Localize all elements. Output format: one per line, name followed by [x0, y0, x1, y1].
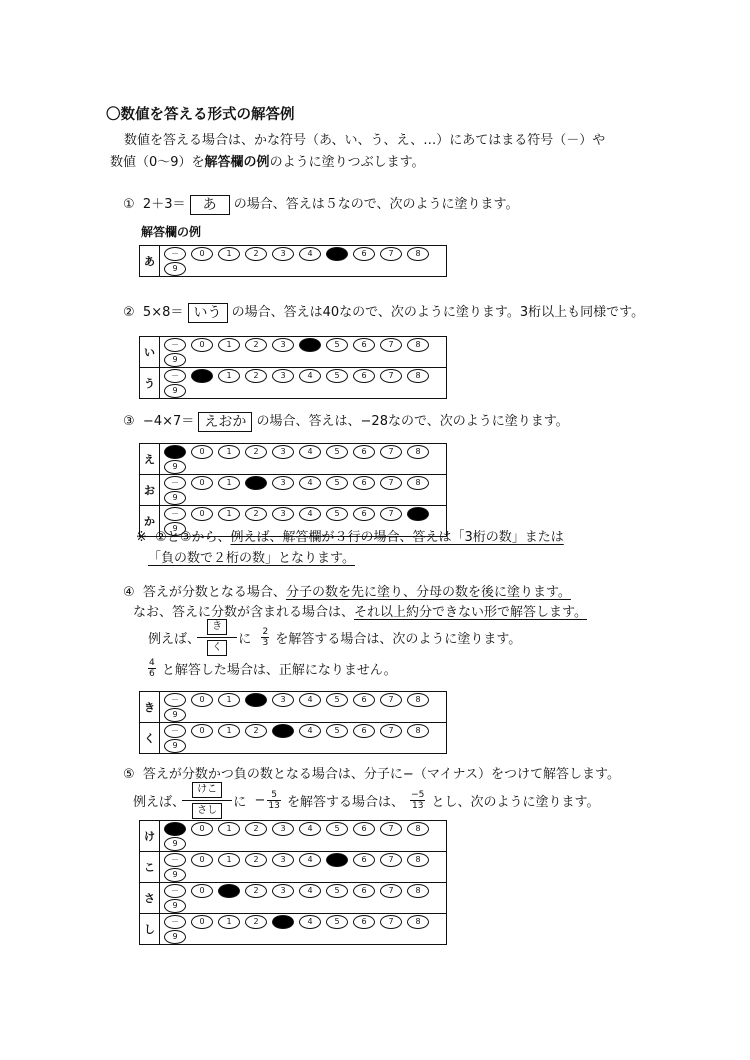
- bubble[interactable]: －: [164, 338, 186, 352]
- bubble[interactable]: 8: [407, 822, 429, 836]
- bubble-row: [160, 914, 447, 945]
- sheet-label: 解答欄の例: [141, 225, 202, 239]
- answer-box: あ: [190, 195, 230, 215]
- fraction: $\frac{5}{13}$: [268, 790, 280, 811]
- bubble[interactable]: 5: [326, 338, 348, 352]
- bubble[interactable]: 8: [407, 724, 429, 738]
- example-1: ① 2＋3＝ あ の場合、答えは５なので、次のように塗ります。: [123, 196, 519, 213]
- row-label: あ: [140, 246, 160, 277]
- bubble[interactable]: 9: [164, 739, 186, 753]
- bubble[interactable]: 2: [245, 247, 267, 261]
- bubble-row: [160, 723, 447, 754]
- bubble[interactable]: －: [164, 915, 186, 929]
- example-5-line-1: ⑤ 答えが分数かつ負の数となる場合は、分子に−（マイナス）をつけて解答します。: [123, 767, 620, 782]
- bubble[interactable]: 3: [272, 369, 294, 383]
- example-4-line-4: $\frac{4}{6}$ と解答した場合は、正解になりません。: [149, 658, 397, 679]
- answer-box: えおか: [198, 412, 252, 432]
- bubble-row: [160, 337, 447, 368]
- row-label: い: [140, 337, 160, 368]
- bubble[interactable]: 7: [380, 476, 402, 490]
- example-2: ② 5×8＝ いう の場合、答えは40なので、次のように塗ります。3桁以上も同様です。: [123, 304, 645, 321]
- example-3: ③ −4×7＝ えおか の場合、答えは、−28なので、次のように塗ります。: [123, 413, 569, 430]
- bubble-filled[interactable]: 5: [326, 247, 348, 261]
- bubble[interactable]: 0: [191, 247, 213, 261]
- answer-row: [140, 246, 447, 277]
- bubble[interactable]: 5: [326, 724, 348, 738]
- bubble[interactable]: －: [164, 369, 186, 383]
- answer-row: [140, 475, 447, 506]
- bubble[interactable]: 4: [299, 507, 321, 521]
- intro-line-2: 数値（0～9）を解答欄の例のように塗りつぶします。: [110, 155, 425, 170]
- bubble[interactable]: 6: [353, 507, 375, 521]
- bubble[interactable]: 4: [299, 476, 321, 490]
- bubble[interactable]: 8: [407, 884, 429, 898]
- bubble[interactable]: 7: [380, 853, 402, 867]
- bubble[interactable]: 6: [353, 822, 375, 836]
- bubble-filled[interactable]: 2: [245, 476, 267, 490]
- bubble[interactable]: －: [164, 853, 186, 867]
- bubble[interactable]: 0: [191, 884, 213, 898]
- bubble[interactable]: 4: [299, 369, 321, 383]
- bubble[interactable]: －: [164, 476, 186, 490]
- bubble[interactable]: 7: [380, 445, 402, 459]
- bubble[interactable]: 2: [245, 445, 267, 459]
- bubble-filled[interactable]: 5: [326, 853, 348, 867]
- bubble-row: [160, 883, 447, 914]
- answer-sheet-4: [139, 691, 447, 754]
- bubble[interactable]: －: [164, 507, 186, 521]
- bubble[interactable]: 2: [245, 724, 267, 738]
- bubble[interactable]: 7: [380, 247, 402, 261]
- bubble[interactable]: 3: [272, 338, 294, 352]
- bubble[interactable]: 0: [191, 445, 213, 459]
- bubble[interactable]: 9: [164, 837, 186, 851]
- intro-line-1: 数値を答える場合は、かな符号（あ、い、う、え、…）にあてはまる符号（－）や: [124, 133, 606, 148]
- bubble[interactable]: 6: [353, 476, 375, 490]
- bubble-row: [160, 475, 447, 506]
- bubble[interactable]: 0: [191, 915, 213, 929]
- bubble[interactable]: 0: [191, 822, 213, 836]
- bubble[interactable]: 2: [245, 822, 267, 836]
- bubble[interactable]: 1: [218, 507, 240, 521]
- answer-box: いう: [188, 303, 228, 323]
- bubble[interactable]: 6: [353, 853, 375, 867]
- bubble-filled[interactable]: 4: [299, 338, 321, 352]
- bubble[interactable]: 6: [353, 445, 375, 459]
- answer-sheet-5: [139, 820, 447, 945]
- example-4-line-3: 例えば、 き く に $\frac{2}{3}$ を解答する場合は、次のように塗ります。: [148, 619, 521, 656]
- row-label: し: [140, 914, 160, 945]
- bubble[interactable]: 1: [218, 693, 240, 707]
- bubble[interactable]: 3: [272, 853, 294, 867]
- bubble-row: [160, 852, 447, 883]
- bubble[interactable]: 8: [407, 445, 429, 459]
- bubble[interactable]: 4: [299, 884, 321, 898]
- bubble-filled[interactable]: 2: [245, 693, 267, 707]
- bubble[interactable]: 9: [164, 522, 186, 536]
- answer-row: [140, 692, 447, 723]
- fraction-answer-box: けこ さし: [192, 782, 222, 819]
- bubble[interactable]: 8: [407, 338, 429, 352]
- bubble[interactable]: 9: [164, 353, 186, 367]
- answer-row: [140, 883, 447, 914]
- bubble[interactable]: 0: [191, 476, 213, 490]
- bubble[interactable]: 1: [218, 853, 240, 867]
- answer-sheet-3: [139, 443, 447, 537]
- bubble[interactable]: 6: [353, 884, 375, 898]
- bubble[interactable]: 3: [272, 507, 294, 521]
- answer-row: [140, 821, 447, 852]
- bubble[interactable]: 7: [380, 884, 402, 898]
- bubble[interactable]: 1: [218, 338, 240, 352]
- answer-sheet-2: [139, 336, 447, 399]
- bubble[interactable]: 7: [380, 507, 402, 521]
- answer-row: [140, 852, 447, 883]
- bubble[interactable]: 6: [353, 338, 375, 352]
- example-5-line-2: 例えば、 けこ さし に − $\frac{5}{13}$ を解答する場合は、 $\frac{-5}{13}$ とし、次のように塗ります。: [133, 782, 600, 819]
- bubble[interactable]: 4: [299, 445, 321, 459]
- bubble[interactable]: 0: [191, 724, 213, 738]
- bubble[interactable]: 9: [164, 384, 186, 398]
- row-label: お: [140, 475, 160, 506]
- bubble[interactable]: 5: [326, 507, 348, 521]
- bubble[interactable]: 8: [407, 853, 429, 867]
- bubble[interactable]: 0: [191, 853, 213, 867]
- bubble-row: [160, 246, 447, 277]
- answer-sheet-1: [139, 245, 447, 277]
- bubble[interactable]: 8: [407, 369, 429, 383]
- bubble[interactable]: 9: [164, 262, 186, 276]
- example-4-line-1: ④ 答えが分数となる場合、分子の数を先に塗り、分母の数を後に塗ります。: [123, 585, 571, 600]
- bubble[interactable]: 2: [245, 853, 267, 867]
- bubble[interactable]: 2: [245, 338, 267, 352]
- bubble[interactable]: 0: [191, 693, 213, 707]
- answer-row: [140, 914, 447, 945]
- bubble[interactable]: 3: [272, 884, 294, 898]
- bubble[interactable]: 5: [326, 915, 348, 929]
- bubble[interactable]: 6: [353, 247, 375, 261]
- bubble[interactable]: 0: [191, 507, 213, 521]
- note-line-1: ※ ②と③から、例えば、解答欄が３行の場合、答えは「3桁の数」または: [136, 530, 564, 545]
- bubble[interactable]: 3: [272, 445, 294, 459]
- bubble[interactable]: 6: [353, 724, 375, 738]
- bubble[interactable]: 8: [407, 476, 429, 490]
- bubble[interactable]: －: [164, 724, 186, 738]
- bubble[interactable]: 9: [164, 899, 186, 913]
- bubble[interactable]: 6: [353, 915, 375, 929]
- bubble[interactable]: 5: [326, 445, 348, 459]
- bubble[interactable]: 5: [326, 693, 348, 707]
- row-label: こ: [140, 852, 160, 883]
- row-label: き: [140, 692, 160, 723]
- bubble-filled[interactable]: 8: [407, 507, 429, 521]
- bubble-row: [160, 692, 447, 723]
- bubble[interactable]: 9: [164, 708, 186, 722]
- bubble[interactable]: －: [164, 884, 186, 898]
- bubble[interactable]: 1: [218, 369, 240, 383]
- bubble[interactable]: 0: [191, 338, 213, 352]
- bubble[interactable]: 5: [326, 884, 348, 898]
- bubble[interactable]: 6: [353, 369, 375, 383]
- bubble[interactable]: 1: [218, 247, 240, 261]
- bubble[interactable]: 2: [245, 884, 267, 898]
- bubble[interactable]: 8: [407, 915, 429, 929]
- bubble[interactable]: 1: [218, 915, 240, 929]
- fraction-answer-box: き く: [207, 619, 227, 656]
- bubble[interactable]: 7: [380, 822, 402, 836]
- bubble[interactable]: 5: [326, 369, 348, 383]
- answer-row: [140, 723, 447, 754]
- bubble[interactable]: 7: [380, 915, 402, 929]
- bubble[interactable]: 3: [272, 476, 294, 490]
- example-4-line-2: なお、答えに分数が含まれる場合は、それ以上約分できない形で解答します。: [133, 605, 587, 620]
- row-label: う: [140, 368, 160, 399]
- bubble-row: [160, 368, 447, 399]
- answer-row: [140, 368, 447, 399]
- bubble-row: [160, 444, 447, 475]
- row-label: け: [140, 821, 160, 852]
- bubble[interactable]: 5: [326, 476, 348, 490]
- bubble[interactable]: 6: [353, 693, 375, 707]
- bubble-filled[interactable]: 3: [272, 724, 294, 738]
- bubble[interactable]: 7: [380, 693, 402, 707]
- bubble[interactable]: 9: [164, 930, 186, 944]
- bubble[interactable]: －: [164, 247, 186, 261]
- bubble[interactable]: 1: [218, 822, 240, 836]
- bubble[interactable]: 5: [326, 822, 348, 836]
- bubble[interactable]: 3: [272, 247, 294, 261]
- bubble[interactable]: 8: [407, 247, 429, 261]
- note-line-2: 「負の数で２桁の数」となります。: [148, 551, 355, 566]
- bubble[interactable]: 1: [218, 476, 240, 490]
- bubble[interactable]: 4: [299, 693, 321, 707]
- bubble[interactable]: 7: [380, 724, 402, 738]
- row-label: く: [140, 723, 160, 754]
- answer-row: [140, 337, 447, 368]
- page-title: 〇数値を答える形式の解答例: [106, 107, 295, 123]
- bubble-filled[interactable]: 3: [272, 915, 294, 929]
- fraction: $\frac{2}{3}$: [262, 627, 269, 648]
- bubble[interactable]: 2: [245, 507, 267, 521]
- bubble[interactable]: 4: [299, 247, 321, 261]
- bubble[interactable]: 4: [299, 853, 321, 867]
- bubble[interactable]: 2: [245, 915, 267, 929]
- fraction: $\frac{-5}{13}$: [411, 790, 425, 811]
- bubble[interactable]: 3: [272, 822, 294, 836]
- bubble[interactable]: 4: [299, 822, 321, 836]
- fraction: $\frac{4}{6}$: [149, 658, 155, 679]
- bubble-filled[interactable]: －: [164, 822, 186, 836]
- row-label: え: [140, 444, 160, 475]
- bubble[interactable]: 4: [299, 724, 321, 738]
- bubble[interactable]: 2: [245, 369, 267, 383]
- bubble[interactable]: 7: [380, 369, 402, 383]
- bubble[interactable]: 7: [380, 338, 402, 352]
- bubble[interactable]: 9: [164, 868, 186, 882]
- bubble[interactable]: 4: [299, 915, 321, 929]
- bubble[interactable]: 8: [407, 693, 429, 707]
- answer-row: [140, 444, 447, 475]
- bubble-filled[interactable]: 1: [218, 884, 240, 898]
- row-label: か: [140, 506, 160, 537]
- bubble-row: [160, 821, 447, 852]
- bubble[interactable]: 9: [164, 491, 186, 505]
- bubble-filled[interactable]: －: [164, 445, 186, 459]
- bubble[interactable]: 1: [218, 724, 240, 738]
- bubble[interactable]: 9: [164, 460, 186, 474]
- bubble[interactable]: 3: [272, 693, 294, 707]
- bubble[interactable]: －: [164, 693, 186, 707]
- row-label: さ: [140, 883, 160, 914]
- bubble[interactable]: 1: [218, 445, 240, 459]
- bubble-filled[interactable]: 0: [191, 369, 213, 383]
